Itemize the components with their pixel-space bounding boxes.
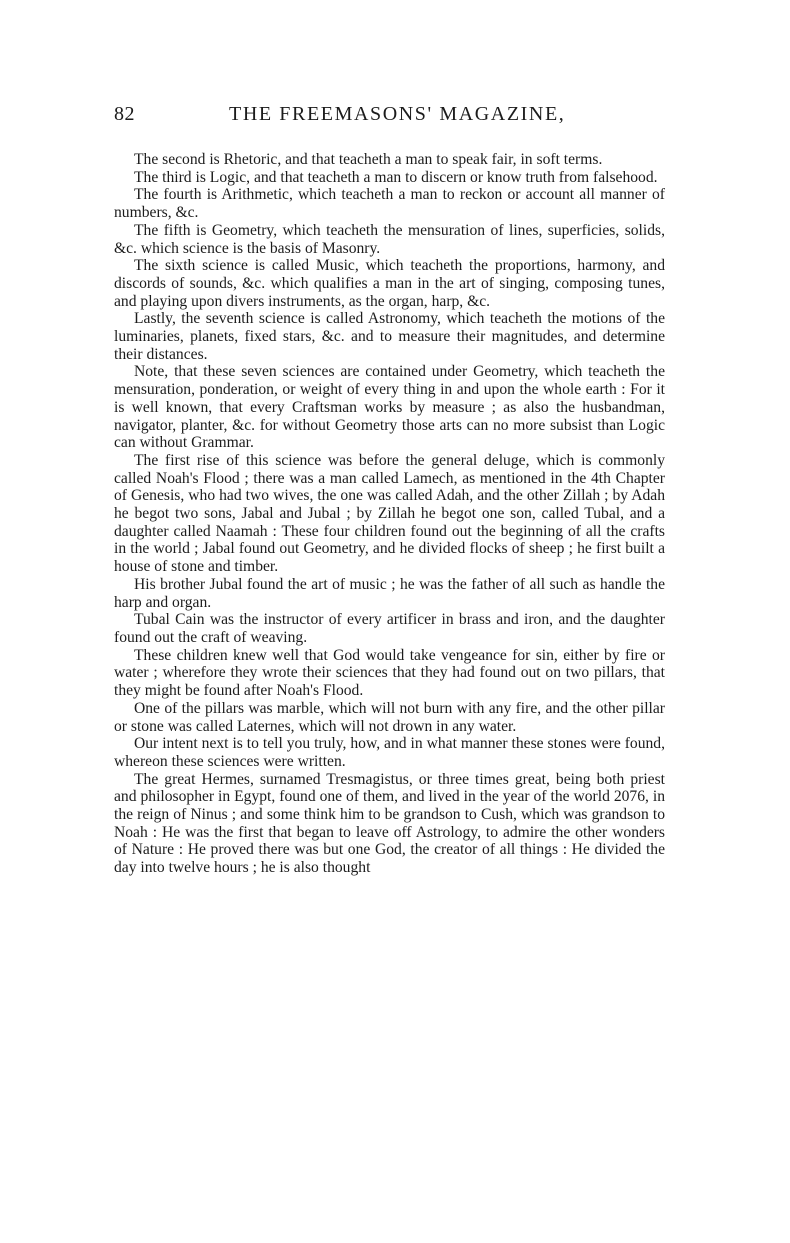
paragraph-first-rise: The first rise of this science was before the general deluge, which is commonly called Noah's Flood ; there was a man called Lamech, as mentioned in the 4th Chapter of Genesis, who had two wives, the one was called Adah, and the other Zillah ; by Adah he begot two sons, Jabal and Jubal ; by Zillah he begot one son, called Tubal, and a daughter called Naamah : These four children found out the beginning of all the crafts in the world ; Jabal found out Geometry, and he divided flocks of sheep ; he first built a house of stone and timber. xyxy=(114,451,665,576)
paragraph-note: Note, that these seven sciences are contained under Geometry, which teacheth the mensuration, ponderation, or weight of every thing in and upon the whole earth : For it is well known, that every Craftsman works by measure ; as also the husbandman, navigator, planter, &c. for without Geometry those arts can no more subsist than Logic can without Grammar. xyxy=(114,363,665,452)
paragraph-intent: Our intent next is to tell you truly, how, and in what manner these stones were found, whereon these sciences were written. xyxy=(114,735,665,770)
paragraph-vengeance: These children knew well that God would take vengeance for sin, either by fire or water ; wherefore they wrote their sciences that they had found out on two pillars, that they might be found after Noah's Flood. xyxy=(114,646,665,700)
paragraph-rhetoric: The second is Rhetoric, and that teacheth a man to speak fair, in soft terms. xyxy=(134,151,603,168)
paragraph-music: The sixth science is called Music, which teacheth the proportions, harmony, and discords of sounds, &c. which qualifies a man in the art of singing, composing tunes, and playing upon divers instruments, as the organ, harp, &c. xyxy=(114,257,665,310)
page-number: 82 xyxy=(114,103,135,125)
body-text xyxy=(114,151,665,877)
paragraph-arithmetic: The fourth is Arithmetic, which teacheth a man to reckon or account all manner of numbers, &c. xyxy=(114,186,665,222)
page-header xyxy=(114,103,674,133)
paragraph-pillars: One of the pillars was marble, which will not burn with any fire, and the other pillar or stone was called Laternes, which will not drown in any water. xyxy=(114,699,665,735)
paragraph-geometry: The fifth is Geometry, which teacheth the mensuration of lines, superficies, solids, &c. which science is the basis of Masonry. xyxy=(114,221,665,257)
paragraph-tubal-cain: Tubal Cain was the instructor of every artificer in brass and iron, and the daughter found out the craft of weaving. xyxy=(114,611,665,646)
running-title: THE FREEMASONS' MAGAZINE, xyxy=(229,103,566,125)
paragraph-astronomy: Lastly, the seventh science is called Astronomy, which teacheth the motions of the luminaries, planets, fixed stars, &c. and to measure their magnitudes, and determine their distances. xyxy=(114,310,665,363)
paragraph-hermes: The great Hermes, surnamed Tresmagistus, or three times great, being both priest and philosopher in Egypt, found one of them, and lived in the year of the world 2076, in the reign of Ninus ; and some think him to be grandson to Cush, which was grandson to Noah : He was the first that began to leave off Astrology, to admire the other wonders of Nature : He proved there was but one God, the creator of all things : He divided the day into twelve hours ; he is also thought xyxy=(114,770,665,877)
paragraph-logic: The third is Logic, and that teacheth a man to discern or know truth from falsehood. xyxy=(134,168,658,186)
paragraph-jubal: His brother Jubal found the art of music ; he was the father of all such as handle the harp and organ. xyxy=(114,575,665,611)
